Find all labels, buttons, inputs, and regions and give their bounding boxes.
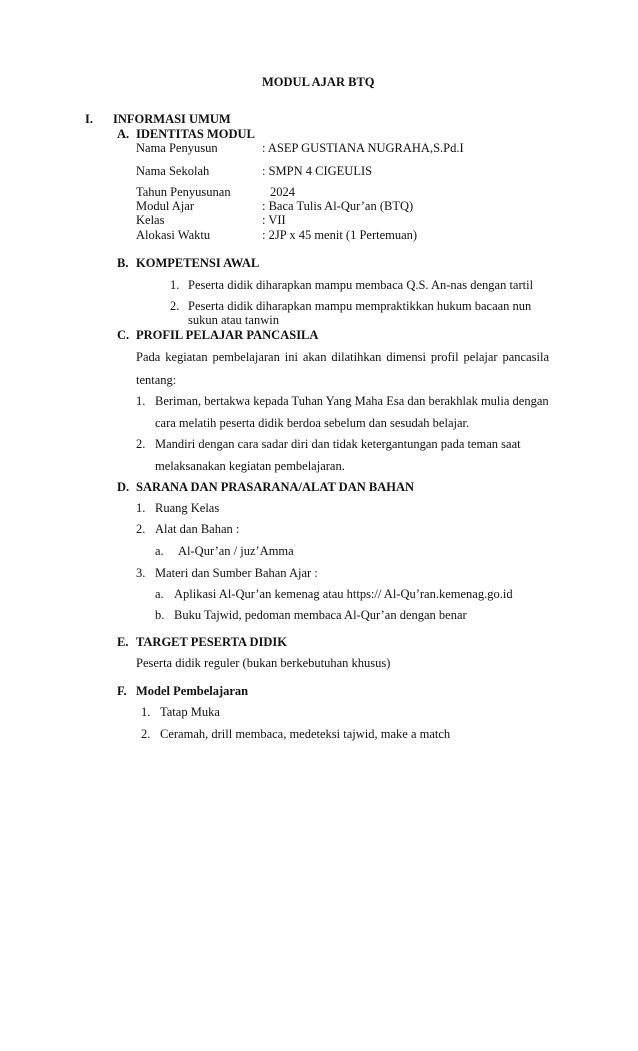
list-number: 2. (136, 522, 146, 536)
paragraph: Pada kegiatan pembelajaran ini akan dilatihkan dimensi profil pelajar pancasila (136, 350, 549, 364)
identity-label: Nama Penyusun (136, 141, 218, 155)
identity-value: : SMPN 4 CIGEULIS (262, 164, 373, 178)
list-item-continuation: cara melatih peserta didik berdoa sebelum dan sesudah belajar. (155, 416, 470, 430)
sub-list-item: Al-Qur’an / juz’Amma (178, 544, 294, 558)
list-number: 2. (170, 299, 180, 313)
list-number: 1. (141, 705, 151, 719)
list-number: 2. (141, 727, 151, 741)
paragraph-continuation: tentang: (136, 373, 177, 387)
list-number: 1. (136, 394, 146, 408)
list-item-continuation: melaksanakan kegiatan pembelajaran. (155, 459, 345, 473)
list-item: Peserta didik diharapkan mampu mempraktikkan hukum bacaan nun (188, 299, 532, 313)
identity-label: Modul Ajar (136, 199, 194, 213)
subsection-letter: A. (117, 127, 130, 141)
list-item: Beriman, bertakwa kepada Tuhan Yang Maha Esa dan berakhlak mulia dengan (155, 394, 549, 408)
subsection-heading: SARANA DAN PRASARANA/ALAT DAN BAHAN (136, 480, 415, 494)
subsection-heading: IDENTITAS MODUL (136, 127, 255, 141)
list-item: Ceramah, drill membaca, medeteksi tajwid, make a match (160, 727, 451, 741)
section-heading: INFORMASI UMUM (113, 112, 231, 126)
list-number: 1. (170, 278, 180, 292)
list-item: Materi dan Sumber Bahan Ajar : (155, 566, 318, 580)
section-number: I. (85, 112, 93, 126)
paragraph: Peserta didik reguler (bukan berkebutuhan khusus) (136, 656, 391, 670)
subsection-letter: D. (117, 480, 130, 494)
sub-list-item: Buku Tajwid, pedoman membaca Al-Qur’an dengan benar (174, 608, 467, 622)
sub-list-letter: a. (155, 544, 164, 558)
list-number: 1. (136, 501, 146, 515)
subsection-letter: C. (117, 328, 130, 342)
sub-list-item: Aplikasi Al-Qur’an kemenag atau https:// Al-Qu’ran.kemenag.go.id (174, 587, 513, 601)
subsection-letter: E. (117, 635, 129, 649)
sub-list-letter: b. (155, 608, 165, 622)
subsection-heading: TARGET PESERTA DIDIK (136, 635, 287, 649)
document-title: MODUL AJAR BTQ (262, 75, 375, 89)
identity-value: : VII (262, 213, 286, 227)
identity-label: Nama Sekolah (136, 164, 210, 178)
identity-label: Tahun Penyusunan (136, 185, 231, 199)
subsection-heading: Model Pembelajaran (136, 684, 249, 698)
identity-value: : Baca Tulis Al-Qur’an (BTQ) (262, 199, 414, 213)
list-number: 2. (136, 437, 146, 451)
sub-list-letter: a. (155, 587, 164, 601)
subsection-heading: PROFIL PELAJAR PANCASILA (136, 328, 319, 342)
list-item: Alat dan Bahan : (155, 522, 240, 536)
list-item: Tatap Muka (160, 705, 220, 719)
list-item-continuation: sukun atau tanwin (188, 313, 279, 327)
identity-label: Alokasi Waktu (136, 228, 211, 242)
subsection-letter: F. (117, 684, 127, 698)
subsection-letter: B. (117, 256, 129, 270)
list-item: Mandiri dengan cara sadar diri dan tidak ketergantungan pada teman saat (155, 437, 521, 451)
identity-label: Kelas (136, 213, 165, 227)
identity-value: 2024 (270, 185, 295, 199)
subsection-heading: KOMPETENSI AWAL (136, 256, 260, 270)
list-item: Peserta didik diharapkan mampu membaca Q.S. An-nas dengan tartil (188, 278, 534, 292)
list-number: 3. (136, 566, 146, 580)
list-item: Ruang Kelas (155, 501, 220, 515)
identity-value: : ASEP GUSTIANA NUGRAHA,S.Pd.I (262, 141, 464, 155)
identity-value: : 2JP x 45 menit (1 Pertemuan) (262, 228, 418, 242)
